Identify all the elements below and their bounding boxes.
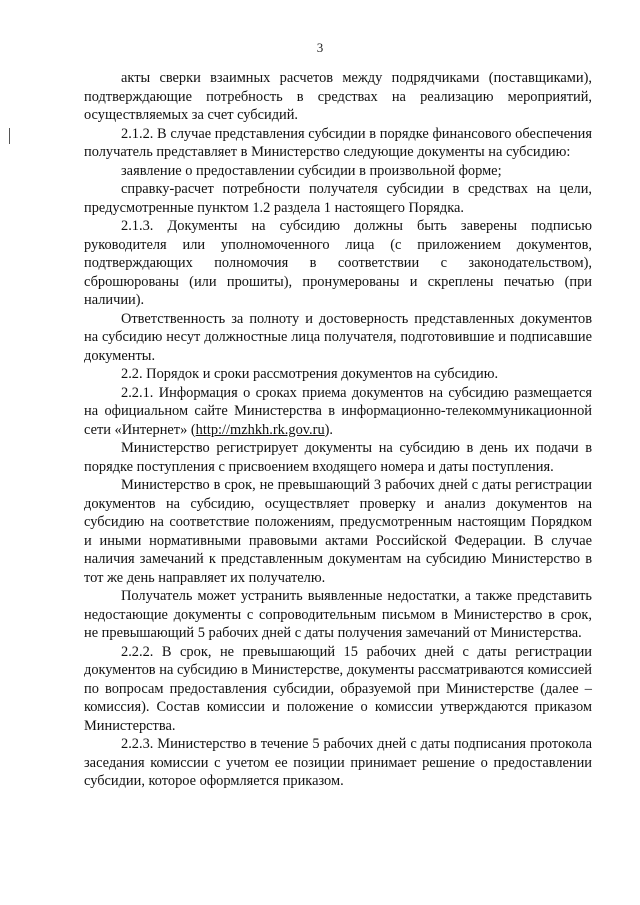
paragraph-calculation: справку-расчет потребности получателя субсидии в средствах на цели, предусмотренные пунктом 1.2 раздела 1 настоящего Порядка. — [84, 181, 592, 216]
ministry-website-link[interactable]: http://mzhkh.rk.gov.ru — [195, 421, 325, 438]
document-body — [84, 69, 592, 791]
paragraph-2-2-1-text: 2.2.1. Информация о сроках приема документов на субсидию размещается на официальном сайте Министерства в информационно-телекоммуникационной сети «Интернет» ( — [84, 384, 592, 438]
paragraph-corrections: Получатель может устранить выявленные недостатки, а также представить недостающие документы с сопроводительным письмом в Министерство в срок, не превышающий 5 рабочих дней с даты получения замечаний от Министерства. — [84, 588, 592, 641]
paragraph-2-2-3: 2.2.3. Министерство в течение 5 рабочих дней с даты подписания протокола заседания комиссии с учетом ее позиции принимает решение о предоставлении субсидии, которое оформляется приказом. — [84, 736, 592, 789]
paragraph-acts: акты сверки взаимных расчетов между подрядчиками (поставщиками), подтверждающие потребность в средствах на реализацию мероприятий, осуществляемых за счет субсидий. — [84, 70, 592, 123]
paragraph-review: Министерство в срок, не превышающий 3 рабочих дней с даты регистрации документов на субсидию, осуществляет проверку и анализ документов на субсидию на соответствие положениям, предусмотренным настоящим Порядком и иными нормативными правовыми актами Российской Федерации. В случае наличия замечаний к представленным документам на субсидию Министерство в тот же день направляет их получателю. — [84, 477, 592, 586]
paragraph-2-1-3: 2.1.3. Документы на субсидию должны быть заверены подписью руководителя или уполномоченного лица (с приложением документов, подтверждающих полномочия в соответствии с законодательством), сброшюрованы (или прошиты), пронумерованы и скреплены печатью (при наличии). — [84, 218, 592, 308]
page-number: 3 — [316, 40, 324, 55]
paragraph-2-2-1-end: ). — [324, 421, 334, 438]
paragraph-registration: Министерство регистрирует документы на субсидию в день их подачи в порядке поступления с присвоением входящего номера и даты поступления. — [84, 440, 592, 475]
paragraph-2-2-2: 2.2.2. В срок, не превышающий 15 рабочих дней с даты регистрации документов на субсидию в Министерстве, документы рассматриваются комиссией по вопросам предоставления субсидии, образуемой при Министерстве (далее – комиссия). Состав комиссии и положение о комиссии утверждаются приказом Министерства. — [84, 643, 592, 734]
paragraph-application: заявление о предоставлении субсидии в произвольной форме; — [121, 162, 502, 179]
paragraph-2-1-2: 2.1.2. В случае представления субсидии в порядке финансового обеспечения получатель представляет в Министерство следующие документы на субсидию: — [84, 125, 592, 160]
paragraph-2-2: 2.2. Порядок и сроки рассмотрения документов на субсидию. — [121, 366, 499, 382]
paragraph-2-2-1 — [84, 384, 592, 440]
margin-mark — [9, 128, 10, 144]
paragraph-responsibility: Ответственность за полноту и достоверность представленных документов на субсидию несут должностные лица получателя, подготовившие и подписавшие документы. — [84, 310, 592, 364]
